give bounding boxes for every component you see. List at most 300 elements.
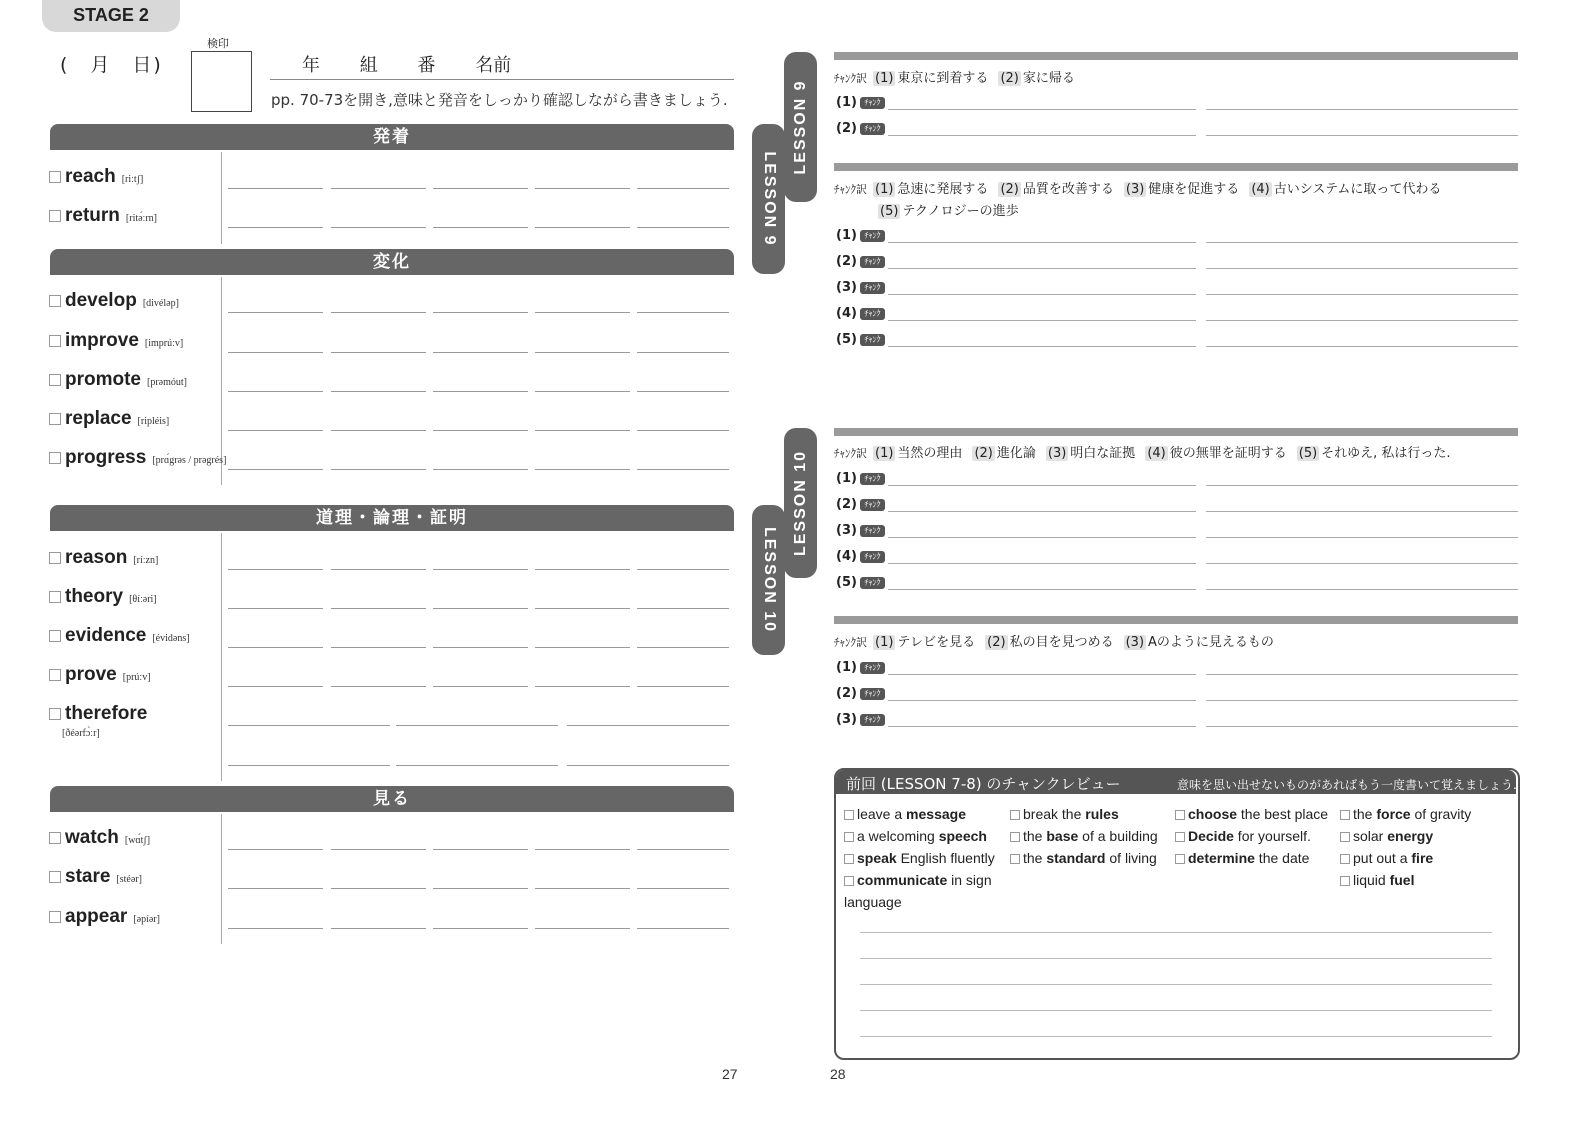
- answer-line[interactable]: [1206, 320, 1518, 321]
- chunk-meaning: 明白な証拠: [1070, 446, 1136, 461]
- answer-line[interactable]: [888, 135, 1196, 136]
- chunk-icon: ﾁｬﾝｸ: [860, 473, 885, 485]
- chunk-icon: ﾁｬﾝｸ: [860, 499, 885, 511]
- chunk-text-pre: liquid: [1353, 872, 1390, 888]
- writing-line[interactable]: [228, 888, 323, 889]
- chunk-group-bar: [834, 163, 1518, 171]
- checkbox[interactable]: [844, 876, 854, 886]
- writing-line[interactable]: [331, 608, 426, 609]
- answer-line[interactable]: [1206, 268, 1518, 269]
- item-number: (4): [1147, 446, 1166, 461]
- writing-line[interactable]: [637, 469, 729, 470]
- checkbox[interactable]: [844, 810, 854, 820]
- checkbox[interactable]: [49, 871, 61, 883]
- answer-row-number: (2): [836, 121, 857, 136]
- vocab-word: improve: [65, 330, 139, 351]
- answer-line[interactable]: [1206, 242, 1518, 243]
- writing-line[interactable]: [637, 188, 729, 189]
- writing-line[interactable]: [331, 888, 426, 889]
- chunk-group-bar: [834, 428, 1518, 436]
- answer-line[interactable]: [1206, 485, 1518, 486]
- checkbox[interactable]: [1340, 876, 1350, 886]
- chunk-meaning: 急速に発展する: [897, 182, 989, 197]
- writing-line[interactable]: [433, 928, 528, 929]
- answer-line[interactable]: [888, 726, 1196, 727]
- writing-line[interactable]: [637, 849, 729, 850]
- review-chunk: [1340, 803, 1471, 825]
- checkbox[interactable]: [1340, 832, 1350, 842]
- checkbox[interactable]: [1010, 854, 1020, 864]
- page-number-right: 28: [830, 1066, 846, 1082]
- review-chunk: [1010, 825, 1158, 847]
- chunk-meaning: それゆえ, 私は行った.: [1321, 446, 1451, 461]
- vocab-word: prove: [65, 664, 117, 685]
- answer-line[interactable]: [1206, 563, 1518, 564]
- answer-line[interactable]: [888, 511, 1196, 512]
- chunk-keyword: energy: [1387, 828, 1434, 844]
- chunk-keyword: standard: [1046, 850, 1106, 866]
- writing-line[interactable]: [331, 569, 426, 570]
- vocab-entry: [49, 408, 169, 430]
- chunk-meaning: テクノロジーの進歩: [902, 204, 1019, 219]
- answer-row-number: (3): [836, 712, 857, 727]
- writing-line[interactable]: [228, 312, 323, 313]
- writing-line[interactable]: [535, 647, 630, 648]
- vocab-entry: [49, 586, 157, 608]
- lesson10-tab-left: LESSON 10: [752, 505, 785, 655]
- chunk-keyword: choose: [1188, 806, 1238, 822]
- answer-line[interactable]: [888, 346, 1196, 347]
- review-write-line[interactable]: [860, 1010, 1492, 1011]
- writing-line[interactable]: [637, 608, 729, 609]
- checkbox[interactable]: [49, 630, 61, 642]
- pronunciation: [prəmóut]: [147, 377, 187, 388]
- writing-line[interactable]: [331, 391, 426, 392]
- writing-line[interactable]: [331, 430, 426, 431]
- section-header: 見る: [50, 786, 734, 812]
- answer-line[interactable]: [888, 294, 1196, 295]
- vocab-entry: [49, 664, 151, 686]
- chunk-group-bar: [834, 616, 1518, 624]
- chunk-keyword: fire: [1411, 850, 1434, 866]
- checkbox[interactable]: [49, 911, 61, 923]
- chunk-text-pre: break the: [1023, 806, 1086, 822]
- writing-line[interactable]: [433, 227, 528, 228]
- writing-line[interactable]: [637, 569, 729, 570]
- writing-line[interactable]: [228, 188, 323, 189]
- chunk-meaning: テレビを見る: [897, 635, 976, 650]
- checkbox[interactable]: [1175, 810, 1185, 820]
- answer-line[interactable]: [888, 485, 1196, 486]
- writing-line[interactable]: [228, 430, 323, 431]
- answer-line[interactable]: [888, 537, 1196, 538]
- answer-line[interactable]: [1206, 346, 1518, 347]
- student-info-row: [302, 51, 511, 77]
- checkbox[interactable]: [1010, 832, 1020, 842]
- writing-line[interactable]: [331, 928, 426, 929]
- checkbox[interactable]: [49, 832, 61, 844]
- chunk-icon: ﾁｬﾝｸ: [860, 230, 885, 242]
- writing-line[interactable]: [331, 849, 426, 850]
- checkbox[interactable]: [49, 552, 61, 564]
- vocab-entry: [49, 703, 147, 725]
- date-field[interactable]: ( 月 日): [60, 54, 163, 76]
- chunk-group-bar: [834, 52, 1518, 60]
- pronunciation: [riːtʃ]: [121, 174, 144, 185]
- vocab-word: theory: [65, 586, 124, 607]
- chunk-text-pre: solar: [1353, 828, 1388, 844]
- vocab-entry: [49, 166, 143, 188]
- review-note: 意味を思い出せないものがあればもう一度書いて覚えましょう.: [1177, 778, 1517, 792]
- pronunciation: [əpíər]: [133, 914, 160, 925]
- vocab-word: reach: [65, 166, 116, 187]
- vocab-word: reason: [65, 547, 128, 568]
- writing-line[interactable]: [535, 888, 630, 889]
- chunk-text-pre: the: [1353, 806, 1377, 822]
- review-write-line[interactable]: [860, 958, 1492, 959]
- pronunciation: [ríːzn]: [133, 555, 159, 566]
- chunk-translation-line: [834, 178, 1449, 197]
- writing-line[interactable]: [331, 312, 426, 313]
- vocab-entry: [49, 205, 157, 227]
- vocab-word: develop: [65, 290, 137, 311]
- writing-line[interactable]: [433, 312, 528, 313]
- answer-line[interactable]: [1206, 700, 1518, 701]
- chunk-text-post: for yourself.: [1233, 828, 1311, 844]
- writing-line[interactable]: [331, 352, 426, 353]
- item-number: (4): [1251, 182, 1270, 197]
- vocab-entry: [49, 330, 183, 352]
- answer-line[interactable]: [888, 700, 1196, 701]
- chunk-translation-line: [876, 200, 1019, 219]
- writing-line[interactable]: [228, 227, 323, 228]
- kenin-stamp-box[interactable]: [191, 51, 252, 112]
- writing-line[interactable]: [331, 647, 426, 648]
- chunk-meaning: 古いシステムに取って代わる: [1273, 182, 1442, 197]
- writing-line[interactable]: [535, 352, 630, 353]
- answer-row-number: (4): [836, 549, 857, 564]
- chunk-meaning: 家に帰る: [1022, 71, 1075, 86]
- writing-line[interactable]: [535, 391, 630, 392]
- writing-line[interactable]: [637, 430, 729, 431]
- writing-line[interactable]: [228, 391, 323, 392]
- lesson9-tab-left: LESSON 9: [752, 124, 785, 274]
- answer-line[interactable]: [1206, 537, 1518, 538]
- checkbox[interactable]: [1175, 832, 1185, 842]
- review-chunk: [1340, 869, 1414, 891]
- vocab-entry: [49, 866, 142, 888]
- writing-line[interactable]: [637, 227, 729, 228]
- vocab-entry: [49, 369, 187, 391]
- review-chunk: [844, 803, 966, 825]
- answer-row-number: (4): [836, 306, 857, 321]
- chunk-text-post: of living: [1105, 850, 1157, 866]
- review-chunk: [1340, 825, 1433, 847]
- writing-line[interactable]: [396, 765, 558, 766]
- writing-line[interactable]: [331, 686, 426, 687]
- writing-line[interactable]: [228, 849, 323, 850]
- writing-line[interactable]: [433, 647, 528, 648]
- writing-line[interactable]: [637, 686, 729, 687]
- writing-line[interactable]: [433, 430, 528, 431]
- writing-line[interactable]: [433, 188, 528, 189]
- answer-row-number: (1): [836, 95, 857, 110]
- answer-row-number: (2): [836, 686, 857, 701]
- answer-row-number: (2): [836, 497, 857, 512]
- review-write-line[interactable]: [860, 1036, 1492, 1037]
- answer-line[interactable]: [1206, 109, 1518, 110]
- writing-line[interactable]: [535, 569, 630, 570]
- writing-line[interactable]: [535, 227, 630, 228]
- chunk-keyword: Decide: [1188, 828, 1234, 844]
- item-number: (3): [1125, 182, 1145, 197]
- checkbox[interactable]: [49, 452, 61, 464]
- page-number-left: 27: [722, 1066, 738, 1082]
- writing-line[interactable]: [637, 647, 729, 648]
- section-divider: [221, 814, 222, 944]
- writing-line[interactable]: [228, 765, 390, 766]
- chunk-icon: ﾁｬﾝｸ: [860, 688, 885, 700]
- section-header: 道理・論理・証明: [50, 505, 734, 531]
- stage-tab: STAGE 2: [42, 0, 180, 32]
- pronunciation: [imprúːv]: [144, 338, 184, 349]
- item-number: (1): [875, 71, 894, 86]
- item-number: (2): [1000, 71, 1019, 86]
- review-chunk: [1175, 825, 1311, 847]
- writing-line[interactable]: [535, 608, 630, 609]
- writing-line[interactable]: [228, 469, 323, 470]
- item-number: (2): [1000, 182, 1019, 197]
- chunk-icon: ﾁｬﾝｸ: [860, 97, 885, 109]
- chunk-meaning: 品質を改善する: [1022, 182, 1114, 197]
- checkbox[interactable]: [49, 413, 61, 425]
- vocab-entry: [49, 906, 160, 928]
- chunk-text-pre: the: [1023, 850, 1047, 866]
- chunk-translation-line: [834, 442, 1459, 461]
- vocab-entry: [49, 447, 226, 469]
- review-chunk: [1175, 847, 1309, 869]
- pronunciation: [prɑ́grəs / prəgrés]: [152, 455, 227, 466]
- chunk-keyword: speech: [938, 828, 987, 844]
- chunk-keyword: message: [906, 806, 966, 822]
- item-number: (3): [1047, 446, 1067, 461]
- chunk-icon: ﾁｬﾝｸ: [860, 256, 885, 268]
- checkbox[interactable]: [49, 591, 61, 603]
- writing-line[interactable]: [331, 469, 426, 470]
- item-number: (5): [1298, 446, 1318, 461]
- chunk-keyword: rules: [1085, 806, 1119, 822]
- year-label: 年: [302, 55, 320, 76]
- review-write-line[interactable]: [860, 932, 1492, 933]
- chunk-label: ﾁｬﾝｸ訳: [834, 636, 867, 649]
- chunk-icon: ﾁｬﾝｸ: [860, 334, 885, 346]
- review-write-line[interactable]: [860, 984, 1492, 985]
- chunk-icon: ﾁｬﾝｸ: [860, 577, 885, 589]
- pronunciation: [stéər]: [116, 874, 142, 885]
- checkbox[interactable]: [49, 374, 61, 386]
- writing-line[interactable]: [637, 888, 729, 889]
- writing-line[interactable]: [637, 391, 729, 392]
- writing-line[interactable]: [535, 849, 630, 850]
- writing-line[interactable]: [433, 569, 528, 570]
- checkbox[interactable]: [1175, 854, 1185, 864]
- writing-line[interactable]: [433, 888, 528, 889]
- writing-line[interactable]: [433, 849, 528, 850]
- checkbox[interactable]: [49, 210, 61, 222]
- writing-line[interactable]: [567, 765, 729, 766]
- pronunciation: [prúːv]: [122, 672, 151, 683]
- chunk-icon: ﾁｬﾝｸ: [860, 123, 885, 135]
- section-divider: [221, 152, 222, 244]
- checkbox[interactable]: [1010, 810, 1020, 820]
- answer-row-number: (5): [836, 575, 857, 590]
- vocab-word: return: [65, 205, 120, 226]
- writing-line[interactable]: [433, 352, 528, 353]
- answer-row-number: (1): [836, 228, 857, 243]
- writing-line[interactable]: [228, 352, 323, 353]
- chunk-label: ﾁｬﾝｸ訳: [834, 72, 867, 85]
- checkbox[interactable]: [49, 295, 61, 307]
- writing-line[interactable]: [433, 686, 528, 687]
- name-label: 名前: [475, 55, 512, 76]
- section-header: 発着: [50, 124, 734, 150]
- writing-line[interactable]: [228, 569, 323, 570]
- chunk-keyword: determine: [1188, 850, 1255, 866]
- writing-line[interactable]: [228, 608, 323, 609]
- answer-row-number: (5): [836, 332, 857, 347]
- lesson9-tab-right: LESSON 9: [784, 52, 817, 202]
- writing-line[interactable]: [535, 430, 630, 431]
- chunk-meaning: 東京に到着する: [897, 71, 989, 86]
- vocab-word: watch: [65, 827, 119, 848]
- item-number: (2): [974, 446, 993, 461]
- review-chunk: [1010, 847, 1157, 869]
- pronunciation: [ðéərfɔ̀ːr]: [62, 728, 100, 739]
- answer-line[interactable]: [888, 242, 1196, 243]
- writing-line[interactable]: [535, 469, 630, 470]
- answer-row-number: (1): [836, 471, 857, 486]
- writing-line[interactable]: [567, 725, 729, 726]
- checkbox[interactable]: [844, 854, 854, 864]
- answer-line[interactable]: [1206, 135, 1518, 136]
- chunk-icon: ﾁｬﾝｸ: [860, 662, 885, 674]
- writing-line[interactable]: [396, 725, 558, 726]
- pronunciation: [wɑ́tʃ]: [124, 835, 151, 846]
- chunk-keyword: fuel: [1389, 872, 1415, 888]
- answer-line[interactable]: [888, 589, 1196, 590]
- answer-line[interactable]: [888, 109, 1196, 110]
- writing-line[interactable]: [535, 312, 630, 313]
- writing-line[interactable]: [433, 469, 528, 470]
- chunk-text-post: the best place: [1237, 806, 1329, 822]
- writing-line[interactable]: [228, 647, 323, 648]
- answer-line[interactable]: [1206, 726, 1518, 727]
- writing-line[interactable]: [228, 686, 323, 687]
- review-chunk: [844, 847, 995, 869]
- pronunciation: [évidəns]: [152, 633, 190, 644]
- writing-line[interactable]: [535, 928, 630, 929]
- section-header: 変化: [50, 249, 734, 275]
- checkbox[interactable]: [49, 708, 61, 720]
- writing-line[interactable]: [535, 188, 630, 189]
- vocab-word: stare: [65, 866, 111, 887]
- writing-line[interactable]: [637, 312, 729, 313]
- vocab-word: appear: [65, 906, 128, 927]
- pronunciation: [θíːəri]: [129, 594, 157, 605]
- checkbox[interactable]: [1340, 810, 1350, 820]
- chunk-keyword: speak: [857, 850, 897, 866]
- writing-line[interactable]: [637, 928, 729, 929]
- answer-line[interactable]: [1206, 589, 1518, 590]
- vocab-word: progress: [65, 447, 147, 468]
- chunk-icon: ﾁｬﾝｸ: [860, 714, 885, 726]
- vocab-word: evidence: [65, 625, 147, 646]
- name-underline[interactable]: [270, 79, 734, 80]
- chunk-meaning: 彼の無罪を証明する: [1169, 446, 1287, 461]
- answer-row-number: (1): [836, 660, 857, 675]
- vocab-word: therefore: [65, 703, 148, 724]
- chunk-meaning: 進化論: [996, 446, 1036, 461]
- kenin-label: 検印: [207, 37, 229, 50]
- chunk-keyword: force: [1376, 806, 1411, 822]
- answer-row-number: (3): [836, 523, 857, 538]
- answer-line[interactable]: [1206, 674, 1518, 675]
- checkbox[interactable]: [49, 171, 61, 183]
- checkbox[interactable]: [49, 335, 61, 347]
- vocab-entry: [49, 625, 190, 647]
- writing-line[interactable]: [535, 686, 630, 687]
- writing-line[interactable]: [433, 608, 528, 609]
- writing-line[interactable]: [228, 928, 323, 929]
- checkbox[interactable]: [49, 669, 61, 681]
- writing-line[interactable]: [433, 391, 528, 392]
- answer-line[interactable]: [1206, 511, 1518, 512]
- review-chunk: [1340, 847, 1433, 869]
- chunk-text-pre: leave a: [857, 806, 907, 822]
- answer-line[interactable]: [888, 563, 1196, 564]
- review-chunk: [1010, 803, 1119, 825]
- writing-line[interactable]: [637, 352, 729, 353]
- chunk-icon: ﾁｬﾝｸ: [860, 308, 885, 320]
- answer-line[interactable]: [1206, 294, 1518, 295]
- chunk-text-post: of gravity: [1410, 806, 1472, 822]
- review-chunk: [1175, 803, 1328, 825]
- answer-line[interactable]: [888, 268, 1196, 269]
- review-chunk: [844, 825, 987, 847]
- section-divider: [221, 533, 222, 781]
- item-number: (1): [875, 182, 894, 197]
- item-number: (5): [880, 204, 899, 219]
- answer-line[interactable]: [888, 674, 1196, 675]
- chunk-icon: ﾁｬﾝｸ: [860, 551, 885, 563]
- answer-line[interactable]: [888, 320, 1196, 321]
- chunk-translation-line: [834, 631, 1282, 650]
- checkbox[interactable]: [1340, 854, 1350, 864]
- number-label: 番: [417, 55, 436, 76]
- review-chunk: [844, 869, 994, 913]
- writing-line[interactable]: [331, 188, 426, 189]
- lesson10-tab-right: LESSON 10: [784, 428, 817, 578]
- checkbox[interactable]: [844, 832, 854, 842]
- chunk-text-post: of a building: [1078, 828, 1158, 844]
- chunk-text-pre: a welcoming: [857, 828, 939, 844]
- chunk-text-post: in sign language: [844, 872, 992, 910]
- pronunciation: [ripléis]: [137, 416, 170, 427]
- writing-line[interactable]: [331, 227, 426, 228]
- writing-line[interactable]: [228, 725, 390, 726]
- chunk-meaning: Aのように見えるもの: [1148, 635, 1274, 650]
- chunk-keyword: communicate: [857, 872, 948, 888]
